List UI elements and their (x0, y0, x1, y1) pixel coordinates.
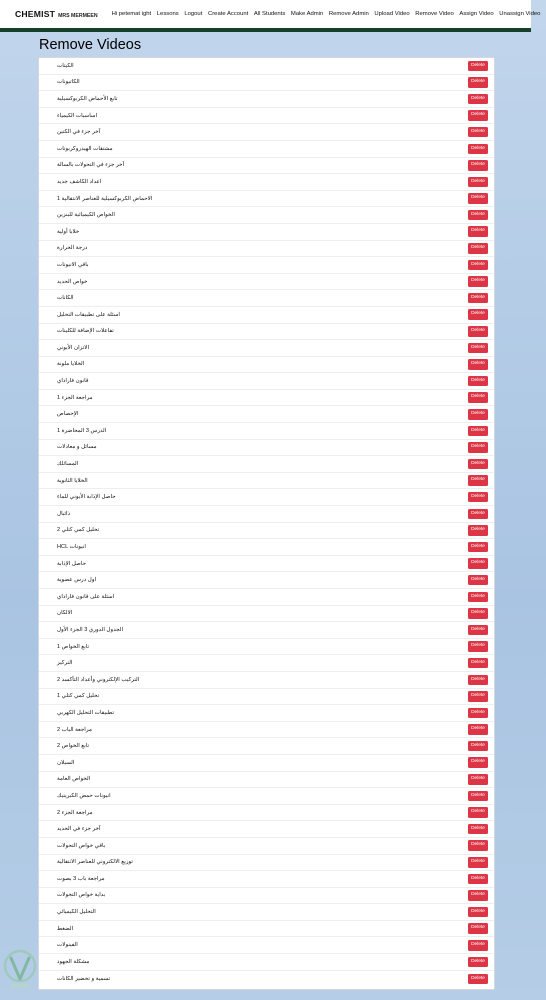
video-row (39, 406, 494, 423)
video-row (39, 340, 494, 357)
video-row (39, 954, 494, 971)
delete-button[interactable]: Delete (468, 708, 488, 719)
video-title: تحليل كمي كتلي 2 (57, 527, 100, 534)
delete-button[interactable]: Delete (468, 542, 488, 553)
video-title: مراجعة الباب 2 (57, 726, 92, 733)
video-row (39, 921, 494, 938)
nav-link[interactable]: Remove Video (415, 11, 454, 17)
delete-button[interactable]: Delete (468, 309, 488, 320)
video-row (39, 689, 494, 706)
video-row (39, 158, 494, 175)
delete-button[interactable]: Delete (468, 874, 488, 885)
video-title: تطبيقات التحليل الكهربي (57, 709, 114, 716)
brand-subtitle[interactable]: MRS MERMEEN (58, 13, 98, 19)
delete-button[interactable]: Delete (468, 558, 488, 569)
delete-button[interactable]: Delete (468, 741, 488, 752)
video-row (39, 357, 494, 374)
video-row (39, 805, 494, 822)
nav-link[interactable]: Create Account (207, 11, 249, 17)
video-row (39, 207, 494, 224)
video-title: تابع الخواص 1 (57, 643, 90, 650)
video-title: الكاتيونات (57, 79, 80, 86)
delete-button[interactable]: Delete (468, 94, 488, 105)
nav-link[interactable]: Hi petemat ight (111, 11, 152, 17)
delete-button[interactable]: Delete (468, 923, 488, 934)
delete-button[interactable]: Delete (468, 774, 488, 785)
top-navbar (0, 0, 541, 28)
delete-button[interactable]: Delete (468, 757, 488, 768)
video-row (39, 324, 494, 341)
video-row (39, 456, 494, 473)
delete-button[interactable]: Delete (468, 840, 488, 851)
video-title: الكيتات (57, 62, 74, 69)
video-title: حاصل الإذابة الأيوني للماء (57, 494, 116, 501)
delete-button[interactable]: Delete (468, 857, 488, 868)
video-title: الاتزان الأيوني (57, 344, 90, 351)
video-title: اول درس عضوية (57, 577, 97, 584)
video-title: اسئلة على تطبيقات التحليل (57, 311, 120, 318)
video-title: مسائل و معادلات (57, 444, 97, 451)
nav-link[interactable]: Logout (184, 11, 203, 17)
delete-button[interactable]: Delete (468, 791, 488, 802)
video-list (38, 57, 495, 990)
video-row (39, 423, 494, 440)
delete-button[interactable]: Delete (468, 276, 488, 287)
video-title: آخر جزء في التحولات بالسالة (57, 162, 125, 169)
video-title: اسئلة على قانون فاراداي (57, 593, 115, 600)
video-row (39, 904, 494, 921)
video-row (39, 141, 494, 158)
delete-button[interactable]: Delete (468, 127, 488, 138)
delete-button[interactable]: Delete (468, 957, 488, 968)
delete-button[interactable]: Delete (468, 575, 488, 586)
delete-button[interactable]: Delete (468, 243, 488, 254)
video-row (39, 523, 494, 540)
video-title: تسمية و تحضير الكانات (57, 975, 111, 982)
video-row (39, 58, 494, 75)
video-title: باقي خواص التحولات (57, 842, 106, 849)
video-title: الخلايا الثانوية (57, 477, 88, 484)
delete-button[interactable]: Delete (468, 675, 488, 686)
video-row (39, 473, 494, 490)
delete-button[interactable]: Delete (468, 293, 488, 304)
video-row (39, 373, 494, 390)
video-title: التركيز (57, 660, 73, 667)
watermark-logo-icon (2, 946, 38, 992)
delete-button[interactable]: Delete (468, 475, 488, 486)
video-row (39, 572, 494, 589)
delete-button[interactable]: Delete (468, 492, 488, 503)
video-title: تابع الأحماض الكربوكسيلية (57, 95, 118, 102)
video-title: تفاعلات الإضافة للكلينات (57, 328, 114, 335)
video-title: خواص الحديد (57, 278, 88, 285)
delete-button[interactable]: Delete (468, 160, 488, 171)
delete-button[interactable]: Delete (468, 409, 488, 420)
video-row (39, 257, 494, 274)
video-title: خلايا أولية (57, 228, 80, 235)
delete-button[interactable]: Delete (468, 226, 488, 237)
video-row (39, 274, 494, 291)
video-title: الفينولات (57, 942, 78, 949)
video-title: مراجعة الجزء 1 (57, 394, 93, 401)
brand-logo[interactable] (15, 9, 98, 19)
video-title: انيونات HCL (57, 544, 86, 551)
video-title: اعداد الكاشف جديد (57, 178, 102, 185)
video-row (39, 224, 494, 241)
video-row (39, 622, 494, 639)
video-title: السيلان (57, 759, 75, 766)
delete-button[interactable]: Delete (468, 193, 488, 204)
delete-button[interactable]: Delete (468, 110, 488, 121)
delete-button[interactable]: Delete (468, 807, 488, 818)
delete-button[interactable]: Delete (468, 260, 488, 271)
nav-link[interactable]: Assign Video (459, 11, 494, 17)
video-row (39, 589, 494, 606)
video-title: المسائلك (57, 461, 79, 468)
video-title: الضغط (57, 925, 74, 932)
video-title: مراجعة الجزء 2 (57, 809, 93, 816)
video-title: الإحصاص (57, 411, 79, 418)
delete-button[interactable]: Delete (468, 890, 488, 901)
video-row (39, 91, 494, 108)
nav-link[interactable]: Lessons (156, 11, 179, 17)
delete-button[interactable]: Delete (468, 641, 488, 652)
video-title: ذائبال (57, 510, 71, 517)
video-title: التركيب الإلكتروني وأعداد التأكسد 2 (57, 676, 140, 683)
delete-button[interactable]: Delete (468, 459, 488, 470)
video-row (39, 871, 494, 888)
video-row (39, 639, 494, 656)
delete-button[interactable]: Delete (468, 824, 488, 835)
brand-name[interactable]: CHEMIST (15, 9, 56, 19)
nav-link[interactable]: Make Admin (290, 11, 324, 17)
video-row (39, 307, 494, 324)
video-title: تابع الخواص 2 (57, 743, 90, 750)
video-title: الكانات (57, 295, 74, 302)
video-title: بداية خواص التحولات (57, 892, 106, 899)
delete-button[interactable]: Delete (468, 658, 488, 669)
video-row (39, 855, 494, 872)
video-title: الخواص العامة (57, 776, 91, 783)
video-title: انيونات حمض الكبريتيك (57, 792, 111, 799)
video-title: توزيع الالكتروني للعناصر الانتقالية (57, 859, 133, 866)
nav-link[interactable]: Upload Video (374, 11, 410, 17)
video-row (39, 506, 494, 523)
delete-button[interactable]: Delete (468, 392, 488, 403)
delete-button[interactable]: Delete (468, 326, 488, 337)
delete-button[interactable]: Delete (468, 376, 488, 387)
video-row (39, 937, 494, 954)
delete-button[interactable]: Delete (468, 940, 488, 951)
delete-button[interactable]: Delete (468, 592, 488, 603)
video-row (39, 75, 494, 92)
delete-button[interactable]: Delete (468, 525, 488, 536)
video-title: الاحماض الكربوكسيلية للعناصر الانتقالية 1 (57, 195, 153, 202)
video-row (39, 722, 494, 739)
video-row (39, 489, 494, 506)
video-row (39, 290, 494, 307)
video-title: الدرس 3 المحاضرة 1 (57, 427, 107, 434)
header-divider (0, 28, 531, 32)
nav-link[interactable]: Remove Admin (328, 11, 369, 17)
video-row (39, 440, 494, 457)
video-title: مشكلة الجهود (57, 958, 90, 965)
page-title: Remove Videos (39, 37, 142, 53)
delete-button[interactable]: Delete (468, 177, 488, 188)
video-row (39, 888, 494, 905)
video-row (39, 705, 494, 722)
delete-button[interactable]: Delete (468, 724, 488, 735)
video-title: حاصل الإذابة (57, 560, 87, 567)
video-row (39, 390, 494, 407)
video-row (39, 838, 494, 855)
delete-button[interactable]: Delete (468, 608, 488, 619)
video-title: مراجعة باب 3 بصوت (57, 875, 105, 882)
delete-button[interactable]: Delete (468, 691, 488, 702)
video-row (39, 556, 494, 573)
video-title: مشتقات الهيدروكربونات (57, 145, 113, 152)
video-row (39, 241, 494, 258)
video-title: باقي الانيونات (57, 261, 89, 268)
nav-link[interactable]: All Students (253, 11, 286, 17)
nav-links (112, 11, 546, 17)
video-title: قانون فاراداي (57, 378, 89, 385)
video-title: اساسيات الكيمياء (57, 112, 98, 119)
delete-button[interactable]: Delete (468, 359, 488, 370)
delete-button[interactable]: Delete (468, 61, 488, 72)
delete-button[interactable]: Delete (468, 144, 488, 155)
video-row (39, 539, 494, 556)
video-title: آخر جزء في الكتين (57, 129, 101, 136)
video-title: آخر جزء في الحديد (57, 826, 101, 833)
video-title: الخواص الكيميائية للبنزين (57, 212, 115, 219)
video-title: الالكان (57, 610, 73, 617)
video-row (39, 772, 494, 789)
video-title: الجدول الدوري 3 الجزء الأول (57, 626, 123, 633)
nav-link[interactable]: Unassign Video (499, 11, 541, 17)
video-row (39, 672, 494, 689)
video-row (39, 606, 494, 623)
video-row (39, 124, 494, 141)
video-title: الخلايا ملونة (57, 361, 85, 368)
video-title: تحليل كمي كتلي 1 (57, 693, 100, 700)
delete-button[interactable]: Delete (468, 210, 488, 221)
video-row (39, 971, 494, 988)
video-row (39, 738, 494, 755)
video-row (39, 788, 494, 805)
video-row (39, 191, 494, 208)
video-row (39, 174, 494, 191)
delete-button[interactable]: Delete (468, 509, 488, 520)
delete-button[interactable]: Delete (468, 77, 488, 88)
video-title: درجة الحرارة (57, 245, 88, 252)
video-row (39, 755, 494, 772)
delete-button[interactable]: Delete (468, 426, 488, 437)
delete-button[interactable]: Delete (468, 907, 488, 918)
delete-button[interactable]: Delete (468, 442, 488, 453)
video-row (39, 108, 494, 125)
delete-button[interactable]: Delete (468, 343, 488, 354)
video-row (39, 655, 494, 672)
delete-button[interactable]: Delete (468, 625, 488, 636)
video-row (39, 821, 494, 838)
video-title: التحليل الكيميائي (57, 909, 96, 916)
delete-button[interactable]: Delete (468, 974, 488, 985)
